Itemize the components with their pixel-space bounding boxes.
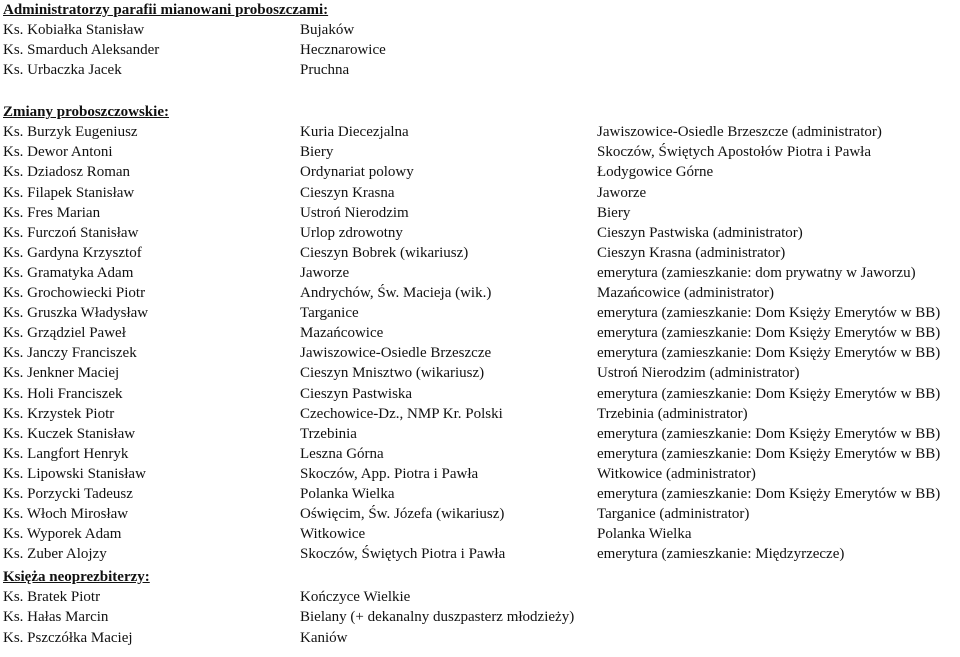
list-row: [3, 587, 957, 607]
list-row: [3, 283, 957, 303]
priest-name: Ks. Grządziel Paweł: [3, 325, 126, 342]
priest-name: Ks. Janczy Franciszek: [3, 345, 137, 362]
previous-post: Cieszyn Mnisztwo (wikariusz): [300, 365, 485, 382]
list-row: [3, 504, 957, 524]
new-post: Targanice (administrator): [597, 506, 750, 523]
list-row: [3, 484, 957, 504]
previous-post: Trzebinia: [300, 425, 357, 442]
priest-name: Ks. Gruszka Władysław: [3, 305, 149, 322]
list-row: [3, 223, 957, 243]
new-post: emerytura (zamieszkanie: Dom Księży Emerytów w BB): [597, 445, 941, 462]
list-row: [3, 524, 957, 544]
previous-post: Skoczów, Świętych Piotra i Pawła: [300, 546, 506, 563]
priest-name: Ks. Lipowski Stanisław: [3, 465, 146, 482]
list-row: [3, 243, 957, 263]
list-row: [3, 323, 957, 343]
new-post: emerytura (zamieszkanie: Dom Księży Emerytów w BB): [597, 485, 941, 502]
priest-name: Ks. Gardyna Krzysztof: [3, 244, 142, 261]
list-row: [3, 444, 957, 464]
previous-post: Urlop zdrowotny: [300, 224, 403, 241]
list-row: [3, 183, 957, 203]
priest-name: Ks. Fres Marian: [3, 204, 101, 221]
previous-post: Targanice: [300, 305, 359, 322]
priest-name: Ks. Urbaczka Jacek: [3, 62, 122, 79]
list-row: [3, 20, 957, 40]
priest-name: Ks. Gramatyka Adam: [3, 264, 134, 281]
ordained-heading: Księża neoprezbiterzy:: [3, 569, 150, 586]
new-post: emerytura (zamieszkanie: Dom Księży Emerytów w BB): [597, 325, 941, 342]
new-post: emerytura (zamieszkanie: Międzyrzecze): [597, 546, 845, 563]
priest-name: Ks. Langfort Henryk: [3, 445, 129, 462]
new-post: Łodygowice Górne: [597, 164, 714, 181]
list-row: [3, 464, 957, 484]
new-post: emerytura (zamieszkanie: dom prywatny w Jaworzu): [597, 264, 916, 281]
previous-post: Bielany (+ dekanalny duszpasterz młodzieży): [300, 609, 575, 626]
admins-list: [3, 20, 957, 80]
priest-name: Ks. Wyporek Adam: [3, 526, 122, 543]
document-page: [3, 0, 957, 648]
previous-post: Cieszyn Bobrek (wikariusz): [300, 244, 469, 261]
priest-name: Ks. Dewor Antoni: [3, 144, 113, 161]
list-row: [3, 363, 957, 383]
priest-name: Ks. Grochowiecki Piotr: [3, 285, 146, 302]
new-post: emerytura (zamieszkanie: Dom Księży Emerytów w BB): [597, 305, 941, 322]
changes-heading: Zmiany proboszczowskie:: [3, 104, 169, 121]
list-row: [3, 142, 957, 162]
changes-list: [3, 122, 957, 564]
new-post: Ustroń Nierodzim (administrator): [597, 365, 800, 382]
section-spacer: [3, 80, 957, 102]
new-post: Jawiszowice-Osiedle Brzeszcze (administrator): [597, 124, 882, 141]
new-post: Trzebinia (administrator): [597, 405, 748, 422]
previous-post: Oświęcim, Św. Józefa (wikariusz): [300, 506, 505, 523]
priest-name: Ks. Kobiałka Stanisław: [3, 22, 145, 38]
new-post: Cieszyn Pastwiska (administrator): [597, 224, 803, 241]
priest-name: Ks. Jenkner Maciej: [3, 365, 120, 382]
list-row: [3, 303, 957, 323]
priest-name: Ks. Holi Franciszek: [3, 385, 123, 402]
ordained-list: [3, 587, 957, 647]
previous-post: Kaniów: [300, 629, 348, 646]
new-post: Biery: [597, 204, 631, 221]
previous-post: Kończyce Wielkie: [300, 589, 411, 606]
priest-name: Ks. Furczoń Stanisław: [3, 224, 139, 241]
list-row: [3, 40, 957, 60]
list-row: [3, 424, 957, 444]
priest-name: Ks. Pszczółka Maciej: [3, 629, 133, 646]
previous-post: Cieszyn Krasna: [300, 184, 395, 201]
new-post: Polanka Wielka: [597, 526, 692, 543]
priest-name: Ks. Krzystek Piotr: [3, 405, 115, 422]
list-row: [3, 162, 957, 182]
previous-post: Ustroń Nierodzim: [300, 204, 409, 221]
new-post: Witkowice (administrator): [597, 465, 756, 482]
previous-post: Bujaków: [300, 22, 355, 38]
previous-post: Kuria Diecezjalna: [300, 124, 409, 141]
new-post: emerytura (zamieszkanie: Dom Księży Emerytów w BB): [597, 425, 941, 442]
previous-post: Ordynariat polowy: [300, 164, 414, 181]
list-row: [3, 60, 957, 80]
priest-name: Ks. Smarduch Aleksander: [3, 42, 160, 59]
priest-name: Ks. Włoch Mirosław: [3, 506, 129, 523]
list-row: [3, 384, 957, 404]
new-post: Mazańcowice (administrator): [597, 285, 775, 302]
priest-name: Ks. Zuber Alojzy: [3, 546, 107, 563]
previous-post: Andrychów, Św. Macieja (wik.): [300, 285, 492, 302]
previous-post: Leszna Górna: [300, 445, 384, 462]
new-post: emerytura (zamieszkanie: Dom Księży Emerytów w BB): [597, 345, 941, 362]
priest-name: Ks. Bratek Piotr: [3, 589, 101, 606]
priest-name: Ks. Kuczek Stanisław: [3, 425, 136, 442]
previous-post: Hecznarowice: [300, 42, 386, 59]
list-row: [3, 263, 957, 283]
admins-heading: Administratorzy parafii mianowani proboszczami:: [3, 2, 329, 18]
list-row: [3, 628, 957, 648]
previous-post: Biery: [300, 144, 334, 161]
list-row: [3, 404, 957, 424]
previous-post: Witkowice: [300, 526, 366, 543]
previous-post: Cieszyn Pastwiska: [300, 385, 413, 402]
list-row: [3, 122, 957, 142]
new-post: Cieszyn Krasna (administrator): [597, 244, 786, 261]
previous-post: Jaworze: [300, 264, 350, 281]
previous-post: Jawiszowice-Osiedle Brzeszcze: [300, 345, 492, 362]
list-row: [3, 544, 957, 564]
previous-post: Pruchna: [300, 62, 350, 79]
list-row: [3, 343, 957, 363]
previous-post: Polanka Wielka: [300, 485, 395, 502]
priest-name: Ks. Porzycki Tadeusz: [3, 485, 133, 502]
previous-post: Mazańcowice: [300, 325, 384, 342]
new-post: emerytura (zamieszkanie: Dom Księży Emerytów w BB): [597, 385, 941, 402]
new-post: Skoczów, Świętych Apostołów Piotra i Pawła: [597, 144, 872, 161]
list-row: [3, 203, 957, 223]
priest-name: Ks. Hałas Marcin: [3, 609, 109, 626]
previous-post: Skoczów, App. Piotra i Pawła: [300, 465, 479, 482]
priest-name: Ks. Dziadosz Roman: [3, 164, 131, 181]
new-post: Jaworze: [597, 184, 647, 201]
priest-name: Ks. Burzyk Eugeniusz: [3, 124, 138, 141]
list-row: [3, 607, 957, 627]
previous-post: Czechowice-Dz., NMP Kr. Polski: [300, 405, 503, 422]
priest-name: Ks. Filapek Stanisław: [3, 184, 135, 201]
